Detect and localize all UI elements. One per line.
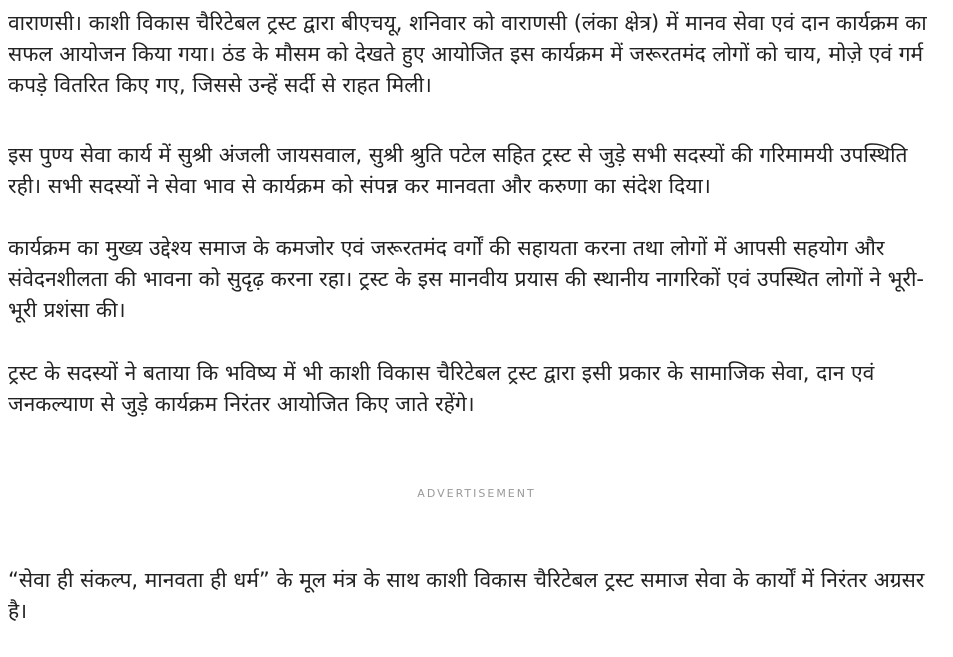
article-paragraph-4: ट्रस्ट के सदस्यों ने बताया कि भविष्य में भी काशी विकास चैरिटेबल ट्रस्ट द्वारा इसी प्रकार के सामाजिक सेवा, दान एवं जनकल्याण से जुड़े कार्यक्रम निरंतर आयोजित किए जाते रहेंगे। (8, 361, 875, 416)
article-paragraph-3: कार्यक्रम का मुख्य उद्देश्य समाज के कमजोर एवं जरूरतमंद वर्गों की सहायता करना तथा लोगों में आपसी सहयोग और संवेदनशीलता की भावना को सुदृढ़ करना रहा। ट्रस्ट के इस मानवीय प्रयास की स्थानीय नागरिकों एवं उपस्थित लोगों ने भूरी-भूरी प्रशंसा की। (8, 236, 925, 322)
advertisement-label: ADVERTISEMENT (417, 487, 536, 500)
article-paragraph-1: वाराणसी। काशी विकास चैरिटेबल ट्रस्ट द्वारा बीएचयू, शनिवार को वाराणसी (लंका क्षेत्र) में मानव सेवा एवं दान कार्यक्रम का सफल आयोजन किया गया। ठंड के मौसम को देखते हुए आयोजित इस कार्यक्रम में जरूरतमंद लोगों को चाय, मोज़े एवं गर्म कपड़े वितरित किए गए, जिससे उन्हें सर्दी से राहत मिली। (8, 11, 927, 97)
article-paragraph-2: इस पुण्य सेवा कार्य में सुश्री अंजली जायसवाल, सुश्री श्रुति पटेल सहित ट्रस्ट से जुड़े सभी सदस्यों की गरिमामयी उपस्थिति रही। सभी सदस्यों ने सेवा भाव से कार्यक्रम को संपन्न कर मानवता और करुणा का संदेश दिया। (8, 143, 908, 198)
article-paragraph-5: “सेवा ही संकल्प, मानवता ही धर्म” के मूल मंत्र के साथ काशी विकास चैरिटेबल ट्रस्ट समाज सेवा के कार्यों में निरंतर अग्रसर है। (8, 568, 925, 623)
